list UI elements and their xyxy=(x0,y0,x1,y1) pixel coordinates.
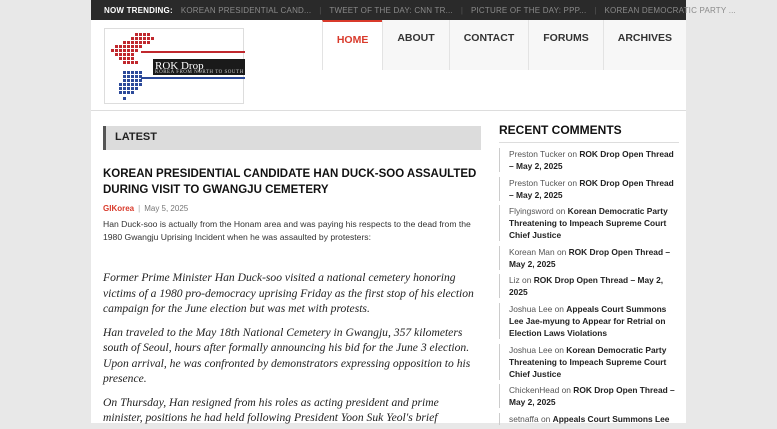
nav-home[interactable]: HOME xyxy=(322,20,383,70)
comment-on: on xyxy=(567,177,577,188)
article-quote-paragraph: On Thursday, Han resigned from his roles as acting president and prime minister, positions he had held following President Yoon Suk Yeol's brief xyxy=(103,395,439,424)
recent-comments-list xyxy=(499,148,679,425)
comment-author: Preston Tucker xyxy=(509,149,566,159)
comment-on: on xyxy=(567,149,577,159)
logo-subtitle: KOREA FROM NORTH TO SOUTH xyxy=(155,70,244,75)
meta-separator: | xyxy=(138,204,141,213)
trending-item[interactable]: TWEET OF THE DAY: CNN TR... xyxy=(329,5,453,15)
logo-blue-line xyxy=(141,77,245,79)
trending-label: NOW TRENDING: xyxy=(104,5,173,15)
comment-post-link[interactable]: ROK Drop Open Thread – May 2, 2025 xyxy=(509,177,674,200)
comment-post-link[interactable]: ROK Drop Open Thread – May 2, 2025 xyxy=(509,275,664,298)
comment-item xyxy=(499,384,679,408)
comment-item xyxy=(499,148,679,172)
article-title[interactable]: KOREAN PRESIDENTIAL CANDIDATE HAN DUCK-SOO ASSAULTED DURING VISIT TO GWANGJU CEMETERY xyxy=(103,168,477,196)
article-quote-paragraph: Han traveled to the May 18th National Cemetery in Gwangju, 357 kilometers south of Seoul, hours after formally announcing his bid for the June 3 election. Upon arrival, he was confronted by demonstrators expressing opposition to his presence. xyxy=(103,325,471,385)
sidebar xyxy=(499,123,679,429)
trending-item[interactable]: KOREAN PRESIDENTIAL CAND... xyxy=(180,5,312,15)
comment-author: setnaffa xyxy=(509,413,539,424)
article-author[interactable]: GIKorea xyxy=(103,204,135,213)
comment-post-link[interactable]: Appeals Court Summons Lee xyxy=(552,413,670,424)
comment-post-link[interactable]: Korean Democratic Party Threatening to Impeach Supreme Court Chief Justice xyxy=(509,206,668,241)
comment-item xyxy=(499,177,679,201)
article-intro: Han Duck-soo is actually from the Honam area and was paying his respects to the dead from the 1980 Gwangju Uprising Incident when he was assaulted by protesters: xyxy=(103,219,471,242)
latest-heading-bar xyxy=(103,126,481,150)
nav-archives[interactable]: ARCHIVES xyxy=(603,20,686,70)
site-logo[interactable] xyxy=(104,28,244,104)
trending-items xyxy=(181,6,736,15)
logo-title: ROK Drop xyxy=(155,60,204,72)
comment-item xyxy=(499,303,679,339)
comment-item xyxy=(499,205,679,241)
trending-item[interactable]: PICTURE OF THE DAY: PPP... xyxy=(470,5,587,15)
recent-comments-heading: RECENT COMMENTS xyxy=(499,123,679,143)
comment-post-link[interactable]: ROK Drop Open Thread – May 2, 2025 xyxy=(509,149,674,171)
article-date: May 5, 2025 xyxy=(144,204,189,213)
article-meta xyxy=(103,204,481,213)
comment-on: on xyxy=(554,303,564,314)
comment-author: Korean Man xyxy=(509,246,555,257)
comment-post-link[interactable]: ROK Drop Open Thread – May 2, 2025 xyxy=(509,246,671,269)
comment-post-link[interactable]: Appeals Court Summons Lee Jae-myung to Appear for Retrial on Election Laws Violations xyxy=(509,303,667,338)
comment-on: on xyxy=(522,275,532,286)
comment-author: ChickenHead xyxy=(509,385,560,396)
comment-on: on xyxy=(561,385,571,396)
comment-on: on xyxy=(556,206,566,217)
main-content xyxy=(91,110,686,423)
comment-author: Liz xyxy=(509,275,520,286)
trending-bar xyxy=(91,0,736,20)
logo-red-line xyxy=(141,51,245,53)
comment-item xyxy=(499,413,679,425)
site-header xyxy=(91,20,686,110)
comment-item xyxy=(499,246,679,270)
comment-author: Preston Tucker xyxy=(509,177,566,188)
comment-author: Flyingsword xyxy=(509,206,554,217)
latest-heading: LATEST xyxy=(115,131,157,143)
comment-author: Joshua Lee xyxy=(509,344,553,355)
nav-forums[interactable]: FORUMS xyxy=(528,20,603,70)
trending-separator: | xyxy=(460,5,463,15)
comment-post-link[interactable]: Korean Democratic Party Threatening to Impeach Supreme Court Chief Justice xyxy=(509,344,667,379)
comment-on: on xyxy=(556,246,567,257)
article-quote-paragraph: Former Prime Minister Han Duck-soo visited a national cemetery honoring victims of a 1980 pro-democracy uprising Friday as the first stop of his election campaign for the June election but was met with protests. xyxy=(103,271,474,315)
trending-separator: | xyxy=(319,5,322,15)
article xyxy=(103,166,481,426)
comment-on: on xyxy=(554,344,564,355)
nav-about[interactable]: ABOUT xyxy=(382,20,448,70)
comment-item xyxy=(499,344,679,380)
main-nav xyxy=(322,20,686,70)
comment-post-link[interactable]: ROK Drop Open Thread – May 2, 2025 xyxy=(509,385,675,408)
trending-separator: | xyxy=(594,5,597,15)
trending-item[interactable]: KOREAN DEMOCRATIC PARTY ... xyxy=(604,5,736,15)
nav-contact[interactable]: CONTACT xyxy=(449,20,529,70)
comment-author: Joshua Lee xyxy=(509,303,553,314)
comment-item xyxy=(499,274,679,298)
comment-on: on xyxy=(540,413,551,424)
